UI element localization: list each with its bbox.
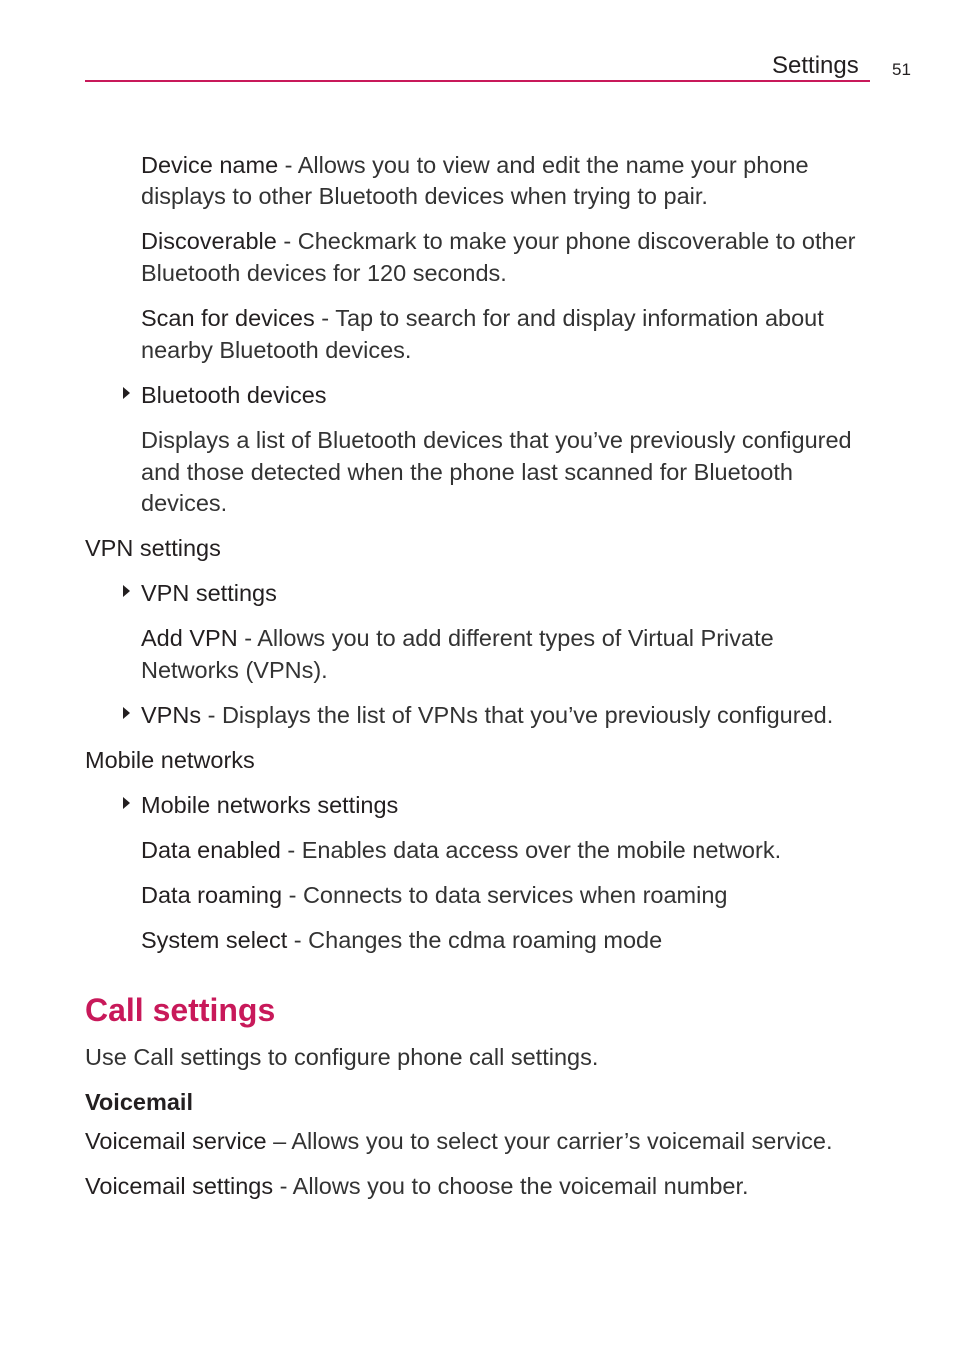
header-divider — [85, 80, 870, 82]
scan-term: Scan for devices — [141, 305, 315, 331]
device-name-desc-line2: displays to other Bluetooth devices when trying to pair. — [141, 183, 708, 209]
discoverable-desc-line2: Bluetooth devices for 120 seconds. — [141, 260, 507, 286]
data-roaming-desc: - Connects to data services when roaming — [282, 882, 728, 908]
device-name-desc: - Allows you to view and edit the name your phone — [278, 152, 809, 178]
running-header-section: Settings — [772, 52, 859, 79]
call-settings-intro: Use Call settings to configure phone call settings. — [85, 1044, 599, 1070]
vpn-settings-bullet: VPN settings — [141, 580, 277, 606]
discoverable-entry — [141, 226, 856, 258]
bullet-arrow-icon — [123, 387, 130, 399]
system-select-entry — [141, 925, 662, 957]
discoverable-desc: - Checkmark to make your phone discoverable to other — [276, 228, 856, 254]
mobile-section-heading: Mobile networks — [85, 747, 255, 773]
data-enabled-entry — [141, 835, 781, 867]
add-vpn-desc: - Allows you to add different types of Virtual Private — [237, 625, 774, 651]
scan-entry — [141, 303, 824, 335]
system-select-term: System select — [141, 927, 288, 953]
bullet-arrow-icon — [123, 585, 130, 597]
page-number: 51 — [892, 60, 911, 79]
bluetooth-devices-desc-line1: Displays a list of Bluetooth devices that you’ve previously configured — [141, 427, 852, 453]
vpns-entry — [141, 700, 833, 732]
vpns-term: VPNs — [141, 702, 202, 728]
add-vpn-term: Add VPN — [141, 625, 238, 651]
voicemail-settings-term: Voicemail settings — [85, 1173, 274, 1199]
bluetooth-devices-bullet: Bluetooth devices — [141, 382, 327, 408]
voicemail-heading: Voicemail — [85, 1089, 193, 1115]
voicemail-settings-desc: - Allows you to choose the voicemail number. — [273, 1173, 749, 1199]
system-select-desc: - Changes the cdma roaming mode — [287, 927, 663, 953]
add-vpn-desc-line2: Networks (VPNs). — [141, 657, 328, 683]
voicemail-service-entry — [85, 1126, 833, 1158]
call-settings-title: Call settings — [85, 992, 276, 1028]
device-name-term: Device name — [141, 152, 279, 178]
data-enabled-desc: - Enables data access over the mobile network. — [280, 837, 782, 863]
add-vpn-entry — [141, 623, 774, 655]
data-roaming-term: Data roaming — [141, 882, 283, 908]
bullet-arrow-icon — [123, 707, 130, 719]
vpns-desc: - Displays the list of VPNs that you’ve previously configured. — [201, 702, 834, 728]
voicemail-service-term: Voicemail service — [85, 1128, 267, 1154]
bluetooth-devices-desc-line2: and those detected when the phone last scanned for Bluetooth — [141, 459, 793, 485]
scan-desc: - Tap to search for and display information about — [314, 305, 824, 331]
scan-desc-line2: nearby Bluetooth devices. — [141, 337, 412, 363]
bullet-arrow-icon — [123, 797, 130, 809]
bluetooth-devices-desc-line3: devices. — [141, 490, 228, 516]
device-name-entry — [141, 150, 809, 182]
voicemail-settings-entry — [85, 1171, 749, 1203]
discoverable-term: Discoverable — [141, 228, 277, 254]
voicemail-service-desc: – Allows you to select your carrier’s voicemail service. — [266, 1128, 833, 1154]
vpn-section-heading: VPN settings — [85, 535, 221, 561]
data-roaming-entry — [141, 880, 728, 912]
data-enabled-term: Data enabled — [141, 837, 281, 863]
mobile-settings-bullet: Mobile networks settings — [141, 792, 399, 818]
